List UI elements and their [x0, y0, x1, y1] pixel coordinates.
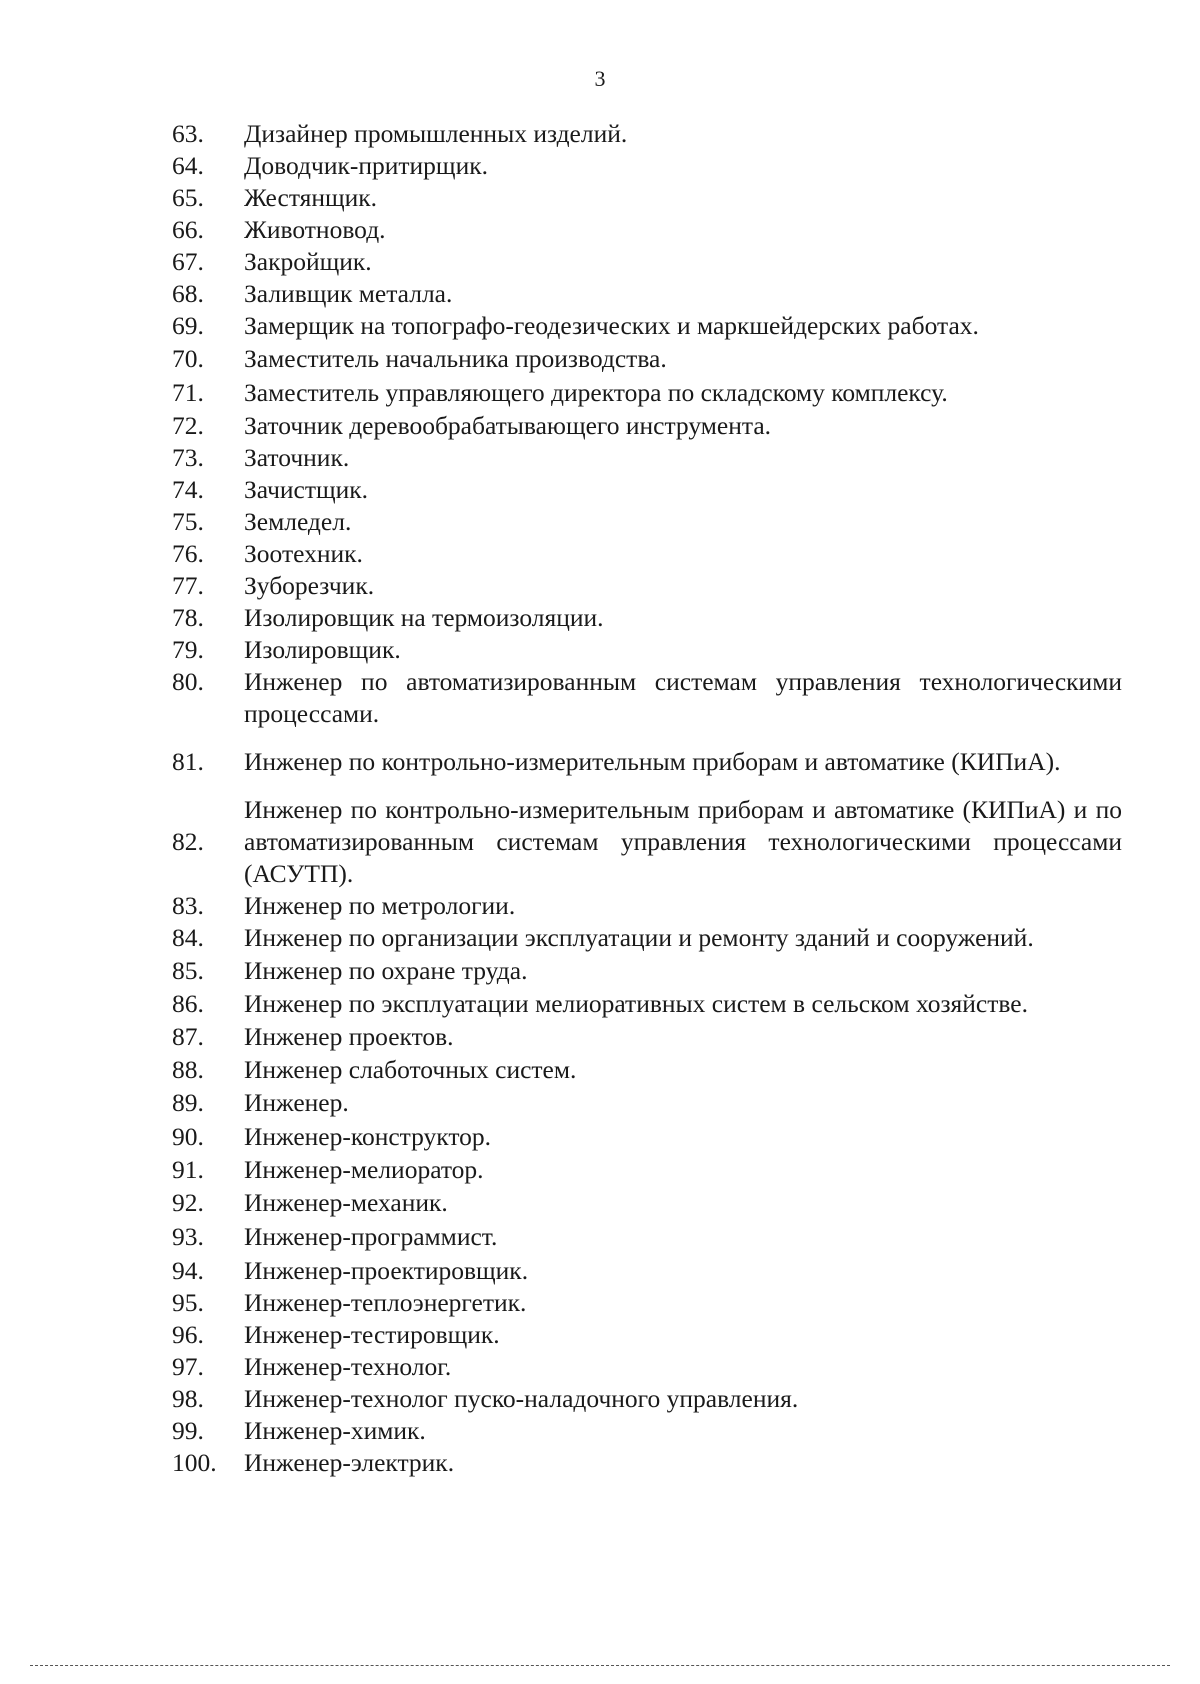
item-text: Инженер слаботочных систем.	[244, 1054, 577, 1084]
item-text: Заместитель начальника производства.	[244, 344, 667, 373]
item-text: Инженер по эксплуатации мелиоративных систем в сельском хозяйстве.	[244, 988, 1028, 1018]
item-text: Дизайнер промышленных изделий.	[244, 119, 628, 148]
item-number: 96.	[172, 1320, 204, 1349]
item-text: Земледел.	[244, 507, 352, 536]
item-text: Инженер-электрик.	[244, 1448, 455, 1477]
item-number: 64.	[172, 151, 204, 180]
list-item	[172, 538, 1122, 570]
item-number: 90.	[172, 1121, 204, 1151]
item-text: Инженер проектов.	[244, 1021, 454, 1051]
item-text: Инженер-технолог.	[244, 1352, 452, 1381]
list-item	[172, 1153, 1122, 1186]
list-item	[172, 634, 1122, 666]
item-number: 94.	[172, 1255, 204, 1285]
item-number: 74.	[172, 475, 204, 504]
item-number: 71.	[172, 378, 204, 407]
list-item	[172, 1086, 1122, 1120]
item-text: Инженер-химик.	[244, 1416, 426, 1445]
list-item	[172, 474, 1122, 506]
item-text: Инженер по организации эксплуатации и ремонту зданий и сооружений.	[244, 923, 1034, 952]
item-text: Зачистщик.	[244, 475, 369, 504]
list-item	[172, 1053, 1122, 1086]
item-number: 88.	[172, 1054, 204, 1084]
item-text: Зуборезчик.	[244, 571, 375, 600]
list-item	[172, 376, 1122, 410]
item-number: 77.	[172, 571, 204, 600]
item-text: Жестянщик.	[244, 183, 378, 212]
item-text: Инженер-программист.	[244, 1221, 498, 1251]
list-item	[172, 410, 1122, 442]
item-text: Инженер по контрольно-измерительным приборам и автоматике (КИПиА) и по автоматизированным системам управления технологическими процессами (АСУТП).	[244, 795, 1122, 888]
item-number: 81.	[172, 747, 204, 776]
item-number: 63.	[172, 119, 204, 148]
item-text: Инженер-проектировщик.	[244, 1255, 529, 1285]
item-number: 95.	[172, 1288, 204, 1317]
item-text: Заточник.	[244, 443, 350, 472]
item-number: 99.	[172, 1416, 204, 1445]
list-item	[172, 310, 1122, 342]
item-text: Животновод.	[244, 215, 386, 244]
item-number: 69.	[172, 311, 204, 340]
list-item	[172, 1351, 1122, 1383]
list-item	[172, 794, 1122, 890]
item-text: Доводчик-притирщик.	[244, 151, 488, 180]
item-text: Зоотехник.	[244, 539, 363, 568]
list-item	[172, 1020, 1122, 1053]
item-number: 100.	[172, 1448, 217, 1477]
list-item	[172, 890, 1122, 922]
item-number: 91.	[172, 1154, 204, 1184]
list-item	[172, 1254, 1122, 1287]
list-item	[172, 1447, 1122, 1479]
item-text: Инженер-мелиоратор.	[244, 1154, 484, 1184]
item-text: Инженер по охране труда.	[244, 955, 528, 985]
list-item	[172, 246, 1122, 278]
item-text: Инженер-тестировщик.	[244, 1320, 500, 1349]
list-item	[172, 987, 1122, 1020]
list-item	[172, 922, 1122, 954]
item-text: Заливщик металла.	[244, 279, 453, 308]
item-number: 66.	[172, 215, 204, 244]
item-number: 67.	[172, 247, 204, 276]
item-number: 79.	[172, 635, 204, 664]
item-text: Замерщик на топографо-геодезических и маркшейдерских работах.	[244, 311, 979, 340]
item-number: 68.	[172, 279, 204, 308]
item-text: Заместитель управляющего директора по складскому комплексу.	[244, 378, 948, 407]
item-number: 82.	[172, 827, 204, 856]
list-item	[172, 118, 1122, 150]
list-item	[172, 342, 1122, 376]
list-item	[172, 150, 1122, 182]
list-item	[172, 506, 1122, 538]
item-text: Инженер-конструктор.	[244, 1121, 492, 1151]
item-text: Инженер-механик.	[244, 1187, 448, 1217]
item-number: 76.	[172, 539, 204, 568]
item-number: 80.	[172, 667, 204, 696]
item-number: 93.	[172, 1221, 204, 1251]
bottom-divider	[30, 1665, 1170, 1666]
item-number: 70.	[172, 344, 204, 373]
item-number: 83.	[172, 891, 204, 920]
list-item	[172, 666, 1122, 730]
list-item	[172, 214, 1122, 246]
list-item	[172, 570, 1122, 602]
item-number: 87.	[172, 1021, 204, 1051]
list-item	[172, 182, 1122, 214]
list-item	[172, 602, 1122, 634]
list-item	[172, 1219, 1122, 1254]
page-number: 3	[594, 66, 606, 91]
list-item	[172, 278, 1122, 310]
item-text: Изолировщик.	[244, 635, 401, 664]
item-number: 84.	[172, 923, 204, 952]
item-text: Инженер по контрольно-измерительным приборам и автоматике (КИПиА).	[244, 747, 1061, 776]
list-item	[172, 1415, 1122, 1447]
item-number: 97.	[172, 1352, 204, 1381]
item-number: 89.	[172, 1088, 204, 1117]
item-number: 73.	[172, 443, 204, 472]
list-item	[172, 442, 1122, 474]
item-number: 98.	[172, 1384, 204, 1413]
profession-list	[172, 118, 1122, 1479]
item-number: 65.	[172, 183, 204, 212]
item-number: 72.	[172, 411, 204, 440]
item-number: 78.	[172, 603, 204, 632]
list-item	[172, 954, 1122, 987]
item-text: Инженер.	[244, 1088, 349, 1117]
item-text: Инженер-технолог пуско-наладочного управления.	[244, 1384, 799, 1413]
item-number: 92.	[172, 1187, 204, 1217]
list-item	[172, 1186, 1122, 1219]
list-item	[172, 730, 1122, 794]
item-text: Закройщик.	[244, 247, 372, 276]
item-text: Изолировщик на термоизоляции.	[244, 603, 604, 632]
item-text: Инженер-теплоэнергетик.	[244, 1288, 527, 1317]
item-text: Инженер по метрологии.	[244, 891, 516, 920]
item-number: 86.	[172, 988, 204, 1018]
list-item	[172, 1120, 1122, 1153]
item-number: 85.	[172, 955, 204, 985]
list-item	[172, 1319, 1122, 1351]
item-number: 75.	[172, 507, 204, 536]
list-item	[172, 1383, 1122, 1415]
list-item	[172, 1287, 1122, 1319]
item-text: Инженер по автоматизированным системам управления технологическими процессами.	[244, 667, 1122, 728]
item-text: Заточник деревообрабатывающего инструмента.	[244, 411, 772, 440]
